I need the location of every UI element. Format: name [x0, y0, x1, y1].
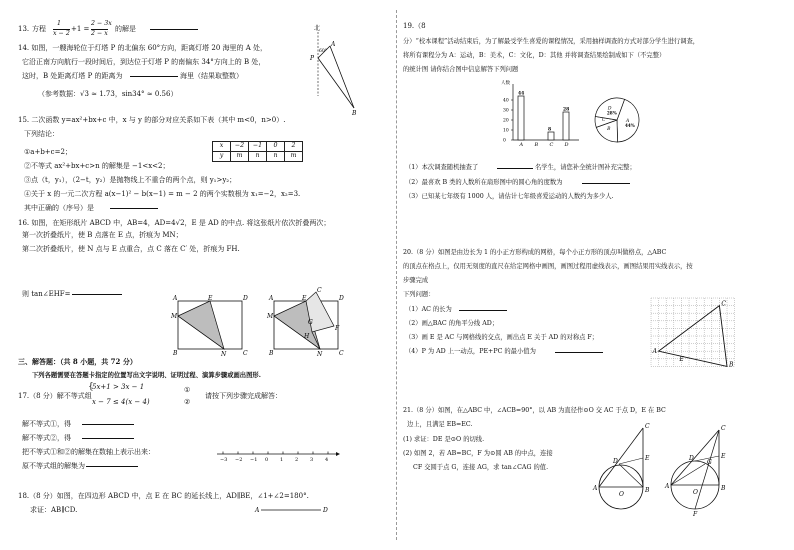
- q20-line1: 20.（8 分）如图是由边长为 1 的小正方形构成的网格，每个小正方形的顶点叫做格点，△ABC: [403, 249, 667, 256]
- q15-item-4: ④关于 x 的一元二次方程 a(x−1)² − b(x−1) = m − 2 的两个实数根为 x₁=−2，x₂=3.: [24, 190, 301, 198]
- q21-figure-2: [667, 410, 747, 518]
- q15-table-header-row: [213, 142, 303, 152]
- fig-label: B: [269, 350, 274, 357]
- fig-label: G: [308, 319, 313, 326]
- q19-head: 19.（8: [403, 22, 426, 30]
- q14-fig-north-label: 北: [314, 25, 321, 32]
- q21-line1: 21.（8 分）如图，在△ABC 中，∠ACB=90°，以 AB 为直径作⊙O 交 AC 于点 D，E 在 BC: [403, 407, 666, 414]
- section-3-title: 三、解答题：（共 8 小题，共 72 分）: [18, 357, 137, 366]
- fig-label: O: [693, 489, 698, 496]
- table-cell: n: [267, 152, 285, 162]
- fig-label: N: [221, 351, 227, 358]
- q21-line2: 边上，且满足 EB=EC.: [407, 421, 473, 428]
- table-cell: m: [231, 152, 249, 162]
- q14-fig-angle-label: 60°: [319, 49, 327, 54]
- q17-mark-1: ①: [184, 386, 191, 394]
- q19-line1: 分）“校本课程”活动结束后，为了解最受学生喜爱的课程情况，采用抽样调查的方式对部分学生进行调查，: [403, 38, 700, 45]
- bar-C: [548, 132, 554, 140]
- fig-label: C: [339, 350, 344, 357]
- q13-frac1-num: 1: [57, 20, 62, 27]
- q16-line3: 第二次折叠纸片，使 N 点与 E 点重合，点 C 落在 C′ 处，折痕为 FH.: [22, 245, 240, 253]
- fig-label: M: [267, 313, 274, 320]
- pie-slice-label: C: [601, 118, 606, 124]
- q18-fig-label-a: A: [255, 507, 260, 514]
- bar-chart-y-unit: 人数: [501, 81, 510, 86]
- q13-frac1-den: x − 2: [53, 30, 70, 37]
- grid-figure-label: A: [652, 348, 657, 356]
- table-cell: 0: [267, 142, 285, 152]
- bar-data-label: 28: [563, 107, 570, 113]
- bar-data-label: 8: [548, 127, 552, 133]
- q16-line1: 16. 如图，在矩形纸片 ABCD 中，AB=4，AD=4√2，E 是 AD 的中点. 将这张纸片依次折叠两次；: [18, 219, 331, 227]
- fig-label: D: [339, 295, 344, 302]
- q17-instruction: 请按下列步骤完成解答：: [205, 392, 282, 400]
- fig-label: A: [593, 485, 598, 492]
- grid-figure-label: E: [679, 356, 684, 364]
- q20-item-1-blank[interactable]: [459, 305, 507, 311]
- q13-text-b: 的解是: [115, 25, 136, 33]
- q14-line2: 它沿正南方向航行一段时间后，到达位于灯塔 P 的南偏东 34°方向上的 B 处，: [22, 58, 266, 66]
- number-line-tick-label: −3: [220, 457, 228, 463]
- fig-label: C: [721, 425, 726, 432]
- q19-item-3: （3）已知某七年级有 1000 人，请估计七年级喜爱运动的人数约为多少人.: [405, 193, 614, 200]
- q19-bar-chart: [497, 80, 587, 152]
- q20-line2: 的顶点在格点上，仅用无刻度的直尺在给定网格中画图，画图过程用虚线表示，画图结果用实线表示，按: [403, 263, 693, 270]
- fig-label: B: [721, 485, 726, 492]
- q16-line4: 则 tan∠EHF=: [22, 290, 71, 298]
- q15-table-value-row: [213, 152, 303, 162]
- pie-slice-label: D: [607, 106, 612, 112]
- q18-line1: 18.（8 分）如图，在四边形 ABCD 中，点 E 在 BC 的延长线上，AD∥BE，∠1+∠2=180°.: [18, 492, 309, 500]
- q14-line1: 14. 如图，一艘海轮位于灯塔 P 的北偏东 60°方向，距离灯塔 20 海里的 A 处，: [18, 44, 268, 52]
- table-cell: −2: [231, 142, 249, 152]
- q14-figure: [296, 18, 366, 117]
- fig-label: A: [269, 295, 274, 302]
- q19-item-2: （2）最喜欢 B 类的人数所在扇形图中的圆心角的度数为: [405, 179, 563, 186]
- q20-item-4-blank[interactable]: [555, 347, 603, 353]
- fig-label: D: [689, 455, 694, 462]
- number-line-tick-label: −1: [250, 457, 258, 463]
- column-divider: [396, 10, 397, 540]
- q21-item-2: (2) 如图 2，若 AB=BC，F 为⊙圆 AB 的中点，连接: [403, 450, 553, 457]
- q16-figure-2: [268, 288, 348, 358]
- q19-item-2-blank[interactable]: [582, 178, 630, 184]
- q18-line2: 求证：AB∥CD.: [30, 506, 78, 514]
- table-cell: 2: [285, 142, 303, 152]
- q14-line3-end: 海里（结果取整数）: [180, 72, 243, 80]
- bar-chart-y-tick-label: 40: [503, 98, 509, 104]
- q14-fig-label-p: P: [310, 55, 315, 62]
- q15-tail: 其中正确的（序号）是: [24, 204, 94, 212]
- q17-step-2: 解不等式②，得: [22, 434, 71, 442]
- q16-answer-blank[interactable]: [72, 289, 122, 295]
- q19-item-1: （1）本次调查随机抽查了: [405, 164, 479, 171]
- q20-item-3: （3）画 E 是 AC 与网格线的交点，画出点 E 关于 AD 的对称点 F；: [405, 334, 599, 341]
- bar-D: [563, 112, 569, 140]
- q19-pie-chart: [593, 92, 643, 148]
- table-cell: −1: [249, 142, 267, 152]
- q17-step-1: 解不等式①，得: [22, 420, 71, 428]
- fig-label: O: [619, 491, 624, 498]
- fig-label: E: [208, 295, 213, 302]
- q15-table: [212, 141, 303, 162]
- fig-label: F: [693, 511, 698, 518]
- table-cell: x: [213, 142, 231, 152]
- q20-line3: 步骤完成: [403, 277, 429, 284]
- grid-figure-label: B: [729, 361, 734, 369]
- fig-label: G: [707, 459, 712, 466]
- q17-head: 17.（8 分）解不等式组: [18, 392, 92, 400]
- q15-item-1: ①a+b+c=2；: [24, 148, 72, 156]
- q19-item-1-blank[interactable]: [497, 163, 533, 169]
- q13-frac2-num: 2 − 3x: [91, 20, 112, 27]
- number-line-tick-label: 2: [295, 457, 299, 463]
- fig-label: A: [665, 483, 670, 490]
- bar-data-label: 44: [518, 91, 525, 97]
- q17-step-1-blank[interactable]: [82, 419, 134, 425]
- q13-text-a: 方程: [32, 25, 46, 33]
- fig-label: E: [302, 295, 307, 302]
- q16-line2: 第一次折叠纸片，使 B 点落在 E 点，折痕为 MN；: [22, 231, 183, 239]
- fig-label: E: [645, 455, 650, 462]
- number-line-tick-label: −2: [235, 457, 243, 463]
- q17-mark-2: ②: [184, 398, 191, 406]
- fig-label: A: [173, 295, 178, 302]
- q18-fig-label-d: D: [323, 507, 328, 514]
- grid-figure-label: C: [721, 300, 726, 308]
- q14-fig-label-b: B: [352, 110, 357, 117]
- bar-category-label: A: [519, 142, 524, 148]
- fig-label: B: [645, 487, 650, 494]
- pie-slice-percent: 44%: [624, 122, 635, 128]
- q13-frac2-den: 2 − x: [91, 30, 108, 37]
- q15-item-2: ②不等式 ax²+bx+c>n 的解集是 −1<x<2；: [24, 162, 170, 170]
- number-line-tick-label: 1: [280, 457, 284, 463]
- q13-plus: +1 =: [71, 25, 90, 33]
- q17-step-4-blank[interactable]: [86, 461, 138, 467]
- fig-label: F: [335, 325, 340, 332]
- fig-label: C: [317, 287, 322, 294]
- q15-item-3: ③点（t，y₁），（2−t，y₂）是抛物线上不重合的两个点，则 y₁>y₂；: [24, 176, 237, 184]
- q17-step-4: 原不等式组的解集为: [22, 462, 85, 470]
- fig-label: N: [317, 351, 323, 358]
- q20-item-1: （1）AC 的长为: [405, 306, 452, 313]
- q18-figure: [255, 500, 335, 520]
- q17-step-3: 把不等式①和②的解集在数轴上表示出来：: [22, 448, 155, 456]
- number-line-tick-label: 4: [325, 457, 329, 463]
- bar-A: [518, 96, 524, 140]
- bar-category-label: B: [534, 142, 539, 148]
- fig-label: E: [721, 453, 726, 460]
- q20-line4: 下列问题：: [403, 291, 435, 298]
- q19-line3: 的统计图 请你结合图中信息解答下列问题: [403, 66, 519, 73]
- pie-slice-percent: 28%: [606, 110, 617, 116]
- pie-slice-label: A: [625, 118, 630, 124]
- fig-label: H: [304, 333, 310, 340]
- table-cell: y: [213, 152, 231, 162]
- fig-label: C: [243, 350, 248, 357]
- q17-inequality-2: x − 7 ≤ 4(x − 4): [92, 398, 150, 406]
- q20-grid-figure: [647, 296, 739, 376]
- number-line-arrow: [336, 452, 340, 456]
- bar-chart-y-tick-label: 0: [503, 138, 506, 144]
- number-line-tick-label: 3: [310, 457, 314, 463]
- q16-figure-1: [172, 296, 252, 358]
- q21-item-3: CF 交圆于点 G，连接 AG，求 tan∠CAG 的值.: [413, 464, 549, 471]
- q17-inequality-1: 5x+1 > 3x − 1: [92, 383, 145, 391]
- table-cell: m: [285, 152, 303, 162]
- q13-number: 13.: [18, 25, 30, 33]
- bar-chart-y-tick-label: 20: [503, 118, 509, 124]
- number-line-tick-label: 0: [265, 457, 269, 463]
- q15-intro: 下列结论：: [24, 130, 59, 138]
- bar-category-label: C: [549, 142, 554, 148]
- fig-label: D: [613, 458, 618, 465]
- q14-answer-blank[interactable]: [130, 71, 178, 77]
- q20-item-2: （2）画△BAC 的角平分线 AD；: [405, 320, 499, 327]
- q21-figure-1: [593, 420, 663, 510]
- q17-step-2-blank[interactable]: [82, 433, 134, 439]
- pie-slice-label: B: [607, 126, 611, 132]
- table-cell: n: [249, 152, 267, 162]
- q13-answer-blank[interactable]: [150, 24, 198, 30]
- exam-page: 13. 方程 1 x − 2 +1 = 2 − 3x 2 − x 的解是 14. 如图，一艘海轮位于灯塔 P 的北偏东 60°方向，距离灯塔 20 海里的 A 处， 它沿正南方向航行一段时间后，到达位于灯塔 P 的南偏东 34°方向上的 B 处， 这时，B 处距离灯塔 P 的距离为 海里（结果取整数） （参考数据：√3 ≈ 1.73，sin34° ≈ 0.56） 北 A P B 60° 15. 二次函数 y=ax²+bx+c 中，x 与 y 的部分对应关系如下表（其中 m<0，n>0）. 下列结论： x −2 −1 0 2 y m n n m ①a+b+c=2； ②不等式 ax²+bx+c>n 的解集是 −1<x<2； ③点（t，y₁），（2−t，y₂）是抛物线上不重合的两个点，则 y₁>y₂； ④关于 x 的一元二次方程 a(x−1)² − b(x−1) = m − 2 的两个实数根为 x₁=−2，x₂=3. 其中正确的（序号）是 16. 如图，在矩形纸片 ABCD 中，AB=4，AD=4√2，E 是 AD 的中点. 将这张纸片依次折叠两次； 第一次折叠纸片，使 B 点落在 E 点，折痕为 MN； 第二次折叠纸片，使 N 点与 E 点重合，点 C 落在 C′ 处，折痕为 FH. 则 tan∠EHF= A E D M B N C A E D M C G F H B N C 三、解答题：（共 8 小题，共 72 分） 下列各题需要在答题卡指定的位置写出文字说明、证明过程、演算步骤或画出图形. 17.（8 分）解不等式组 { 5x+1 > 3x − 1 x − 7 ≤ 4(x − 4) ① ② 请按下列步骤完成解答： 解不等式①，得 解不等式②，得 把不等式①和②的解集在数轴上表示出来： 原不等式组的解集为 −3 −2 −1 0 1 2 3 4 18.（8 分）如图，在四边形 ABCD 中，点 E 在 BC 的延长线上，AD∥BE，∠1+∠2=180°. 求证：AB∥CD. A D 19.（8 分）“校本课程”活动结束后，为了解最受学生喜爱的课程情况，采用抽样调查的方式对部分学生进行调查， 将所有课程分为 A：运动，B：美术，C：文化，D：其他 并将调查结果绘制成如下（不完整） 的统计图 请你结合图中信息解答下列问题 人数 0 10 20 30 40 44 A B 8 C 28 D A 44% B C D 28% （1）本次调查随机抽查了 名学生，请您补全统计图补充完整； （2）最喜欢 B 类的人数所在扇形图中的圆心角的度数为 （3）已知某七年级有 1000 人，请估计七年级喜爱运动的人数约为多少人. 20.（8 分）如图是由边长为 1 的小正方形构成的网格，每个小正方形的顶点叫做格点，△ABC 的顶点在格点上，仅用无刻度的直尺在给定网格中画图，画图过程用虚线表示，画图结果用实线表示，按 步骤完成 下列问题： （1）AC 的长为 （2）画△BAC 的角平分线 AD； （3）画 E 是 AC 与网格线的交点，画出点 E 关于 AD 的对称点 F； （4）P 为 AD 上一动点，PE+PC 的最小值为 C A B E 21.（8 分）如图，在△ABC 中，∠ACB=90°，以 AB 为直径作⊙O 交 AC 于点 D，E 在 BC 边上，且满足 EB=EC. (1) 求证：DE 是⊙O 的切线. (2) 如图 2，若 AB=BC，F 为⊙圆 AB 的中点，连接 CF 交圆于点 G，连接 AG，求 tan∠CAG 的值. C D E A O B C D G E A O B F: [0, 0, 794, 550]
- bar-chart-y-tick-label: 10: [503, 128, 509, 134]
- q14-line3: 这时，B 处距离灯塔 P 的距离为: [22, 72, 123, 80]
- q17-number-line: [215, 446, 350, 464]
- fig-label: C: [645, 423, 650, 430]
- q15-answer-blank[interactable]: [110, 203, 158, 209]
- q14-fig-label-a: A: [331, 41, 336, 48]
- bar-category-label: D: [564, 142, 569, 148]
- q19-item-1-tail: 名学生，请您补全统计图补充完整；: [535, 164, 636, 171]
- bar-chart-y-tick-label: 30: [503, 108, 509, 114]
- fig-label: D: [243, 295, 248, 302]
- q21-item-1: (1) 求证：DE 是⊙O 的切线.: [403, 436, 485, 443]
- q19-line2: 将所有课程分为 A：运动，B：美术，C：文化，D：其他 并将调查结果绘制成如下（不完整）: [403, 52, 666, 59]
- q14-reference: （参考数据：√3 ≈ 1.73，sin34° ≈ 0.56）: [38, 90, 178, 98]
- triangle-abc: [659, 306, 727, 367]
- q20-item-4: （4）P 为 AD 上一动点，PE+PC 的最小值为: [405, 348, 536, 355]
- section-3-description: 下列各题需要在答题卡指定的位置写出文字说明、证明过程、演算步骤或画出图形.: [32, 372, 261, 379]
- fig-label: M: [171, 313, 178, 320]
- fig-label: B: [173, 350, 178, 357]
- q15-line1: 15. 二次函数 y=ax²+bx+c 中，x 与 y 的部分对应关系如下表（其中 m<0，n>0）.: [18, 116, 286, 124]
